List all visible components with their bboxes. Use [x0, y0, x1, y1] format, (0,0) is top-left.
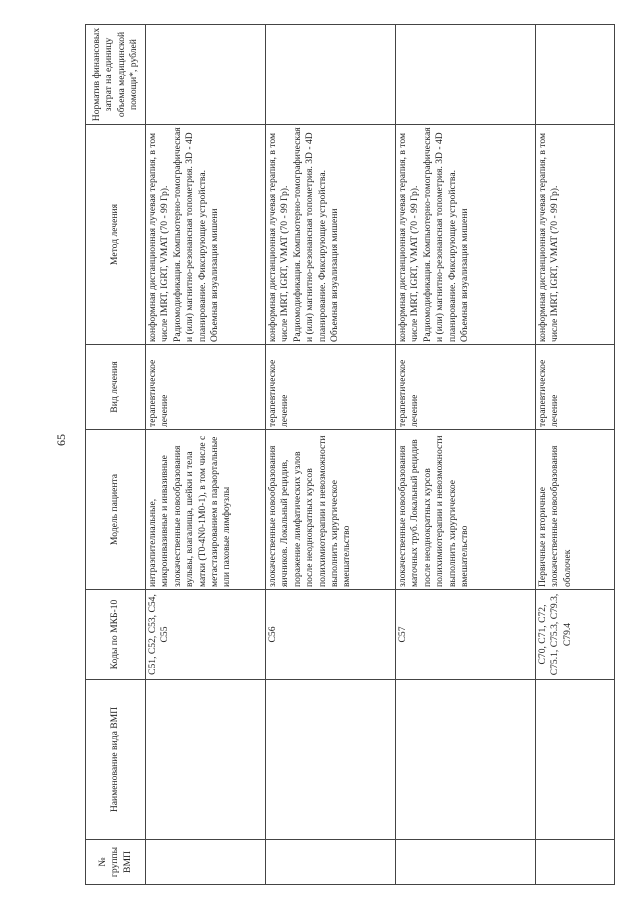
cell-codes: C57 — [396, 590, 536, 680]
page-number: 65 — [54, 434, 68, 446]
cell-norm — [266, 25, 396, 125]
header-group: № группы ВМП — [86, 840, 146, 885]
cell-model: злокачественные новообразования маточных труб. Локальный рецидив после неоднократных курсов полихимиотерапии и невозможности выполнить хирургическое вмешательство — [396, 430, 536, 590]
header-model: Модель пациента — [86, 430, 146, 590]
table-row — [266, 25, 396, 885]
cell-kind: терапевтическое лечение — [266, 345, 396, 430]
cell-name — [396, 680, 536, 840]
table-row — [146, 25, 266, 885]
cell-name — [536, 680, 615, 840]
cell-name — [146, 680, 266, 840]
cell-codes: C56 — [266, 590, 396, 680]
header-kind: Вид лечения — [86, 345, 146, 430]
table-row — [536, 25, 615, 885]
cell-group — [266, 840, 396, 885]
cell-model: Первичные и вторичные злокачественные новообразования оболочек — [536, 430, 615, 590]
vmp-table — [85, 24, 615, 885]
header-norm: Норматив финансовых затрат на единицу объема медицинской помощи*, рублей — [86, 25, 146, 125]
cell-group — [536, 840, 615, 885]
cell-model: злокачественные новообразования яичников. Локальный рецидив, поражение лимфатических узлов после неоднократных курсов полихимиотерапии и невозможности выполнить хирургическое вмешательство — [266, 430, 396, 590]
cell-norm — [396, 25, 536, 125]
cell-norm — [146, 25, 266, 125]
cell-group — [396, 840, 536, 885]
header-codes: Коды по МКБ-10 — [86, 590, 146, 680]
header-name: Наименование вида ВМП — [86, 680, 146, 840]
rotated-table-container — [85, 25, 615, 885]
cell-kind: терапевтическое лечение — [396, 345, 536, 430]
cell-method: конформная дистанционная лучевая терапия, в том числе IMRT, IGRT, VMAT (70 - 99 Гр). — [536, 125, 615, 345]
cell-name — [266, 680, 396, 840]
cell-method: конформная дистанционная лучевая терапия, в том числе IMRT, IGRT, VMAT (70 - 99 Гр). Радиомодификация. Компьютерно-томографическая и (или) магнитно-резонансная топометрия. 3D - 4D планирование. Фиксирующие устройства. Объемная визуализация мишени — [266, 125, 396, 345]
cell-kind: терапевтическое лечение — [146, 345, 266, 430]
cell-method: конформная дистанционная лучевая терапия, в том числе IMRT, IGRT, VMAT (70 - 99 Гр). Радиомодификация. Компьютерно-томографическая и (или) магнитно-резонансная топометрия. 3D - 4D планирование. Фиксирующие устройства. Объемная визуализация мишени — [396, 125, 536, 345]
cell-kind: терапевтическое лечение — [536, 345, 615, 430]
cell-codes: C51, C52, C53, C54, C55 — [146, 590, 266, 680]
table-header-row — [86, 25, 146, 885]
cell-model: интраэпителиальные, микроинвазивные и инвазивные злокачественные новообразования вульвы, влагалища, шейки и тела матки (T0-4N0-1M0-1), в том числе с метастазированием в параортальные или паховые лимфоузлы — [146, 430, 266, 590]
cell-group — [146, 840, 266, 885]
cell-method: конформная дистанционная лучевая терапия, в том числе IMRT, IGRT, VMAT (70 - 99 Гр). Радиомодификация. Компьютерно-томографическая и (или) магнитно-резонансная топометрия. 3D - 4D планирование. Фиксирующие устройства. Объемная визуализация мишени — [146, 125, 266, 345]
table-row — [396, 25, 536, 885]
header-method: Метод лечения — [86, 125, 146, 345]
cell-norm — [536, 25, 615, 125]
cell-codes: C70, C71, C72, C75.1, C75.3, C79.3, C79.4 — [536, 590, 615, 680]
